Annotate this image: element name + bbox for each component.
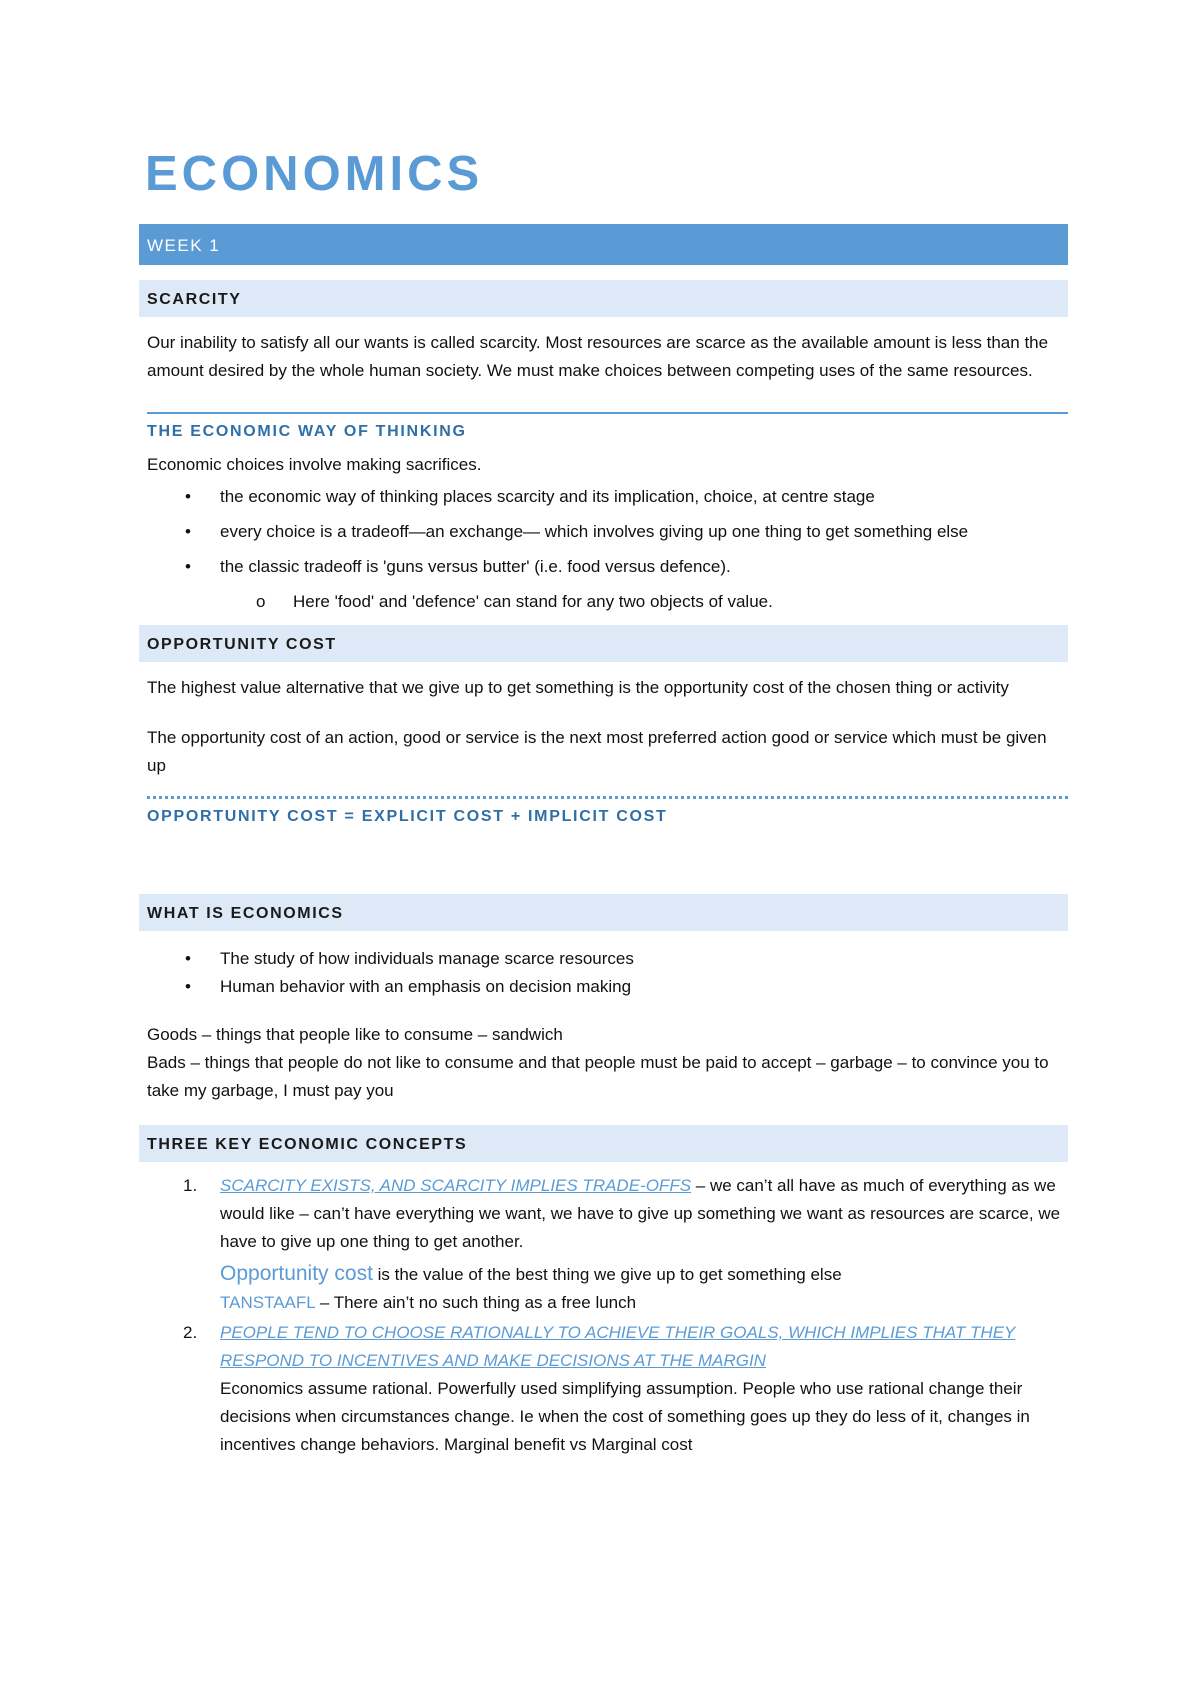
list-item: • Human behavior with an emphasis on decision making (147, 973, 1068, 1001)
bullet-icon: • (185, 949, 191, 968)
bads-definition: Bads – things that people do not like to consume and that people must be paid to accept – garbage – to convince you to take my garbage, I must pay you (147, 1053, 1049, 1100)
list-number: 2. (183, 1323, 198, 1342)
three-concepts-heading: THREE KEY ECONOMIC CONCEPTS (139, 1125, 1068, 1162)
week-heading: WEEK 1 (139, 224, 1068, 265)
bullet-icon: • (185, 487, 191, 506)
concept-1-text: – we can’t all have as much of everything as we would like – can’t have everything we want, we have to give up something we want as resources are scarce, we have to give up one thing to get another. (220, 1176, 1061, 1251)
economic-way-intro: Economic choices involve making sacrifices. (147, 455, 482, 474)
scarcity-heading: SCARCITY (139, 280, 1068, 317)
document-title: ECONOMICS (145, 147, 484, 201)
list-item (147, 1319, 1068, 1459)
tanstaafl-note: TANSTAAFL – There ain’t no such thing as a free lunch (220, 1293, 637, 1312)
list-item: • every choice is a tradeoff—an exchange— which involves giving up one thing to get something else (147, 514, 1068, 549)
opportunity-cost-heading: OPPORTUNITY COST (139, 625, 1068, 662)
scarcity-paragraph: Our inability to satisfy all our wants is called scarcity. Most resources are scarce as the available amount is less than the amount desired by the whole human society. We must make choices between competing uses of the same resources. (147, 333, 1049, 380)
three-concepts-list (147, 1172, 1068, 1459)
document-content (147, 140, 1068, 1459)
goods-definition: Goods – things that people like to consume – sandwich (147, 1025, 563, 1044)
sub-list-item: o Here 'food' and 'defence' can stand for any two objects of value. (147, 584, 1068, 619)
circle-bullet-icon: o (256, 592, 266, 611)
opportunity-cost-term: Opportunity cost (220, 1262, 373, 1285)
opportunity-cost-paragraph-1: The highest value alternative that we give up to get something is the opportunity cost of the chosen thing or activity (147, 678, 1009, 697)
what-is-economics-bullet-list (147, 945, 1068, 1001)
bullet-icon: • (185, 522, 191, 541)
bullet-icon: • (185, 557, 191, 576)
economic-way-heading: THE ECONOMIC WAY OF THINKING (147, 412, 1068, 443)
list-item: • the economic way of thinking places scarcity and its implication, choice, at centre stage (147, 479, 1068, 514)
opportunity-cost-paragraph-2: The opportunity cost of an action, good or service is the next most preferred action good or service which must be given up (147, 728, 1047, 775)
list-item: • The study of how individuals manage scarce resources (147, 945, 1068, 973)
what-is-economics-heading: WHAT IS ECONOMICS (139, 894, 1068, 931)
opportunity-cost-formula: OPPORTUNITY COST = EXPLICIT COST + IMPLICIT COST (147, 796, 1068, 828)
list-number: 1. (183, 1176, 198, 1195)
concept-1-link[interactable]: SCARCITY EXISTS, AND SCARCITY IMPLIES TRADE-OFFS (220, 1176, 692, 1195)
concept-2-text: Economics assume rational. Powerfully used simplifying assumption. People who use rational change their decisions when circumstances change. Ie when the cost of something goes up they do less of it, changes in incentives change behaviors. Marginal benefit vs Marginal cost (220, 1379, 1030, 1454)
concept-2-link[interactable]: PEOPLE TEND TO CHOOSE RATIONALLY TO ACHIEVE THEIR GOALS, WHICH IMPLIES THAT THEY RESPOND TO INCENTIVES AND MAKE DECISIONS AT THE MARGIN (220, 1323, 1016, 1370)
list-item: • the classic tradeoff is 'guns versus butter' (i.e. food versus defence). (147, 549, 1068, 584)
bullet-icon: • (185, 977, 191, 996)
tanstaafl-term: TANSTAAFL (220, 1293, 316, 1312)
economic-way-bullet-list (147, 479, 1068, 584)
opportunity-cost-note: Opportunity cost is the value of the best thing we give up to get something else (220, 1262, 842, 1285)
list-item (147, 1172, 1068, 1317)
